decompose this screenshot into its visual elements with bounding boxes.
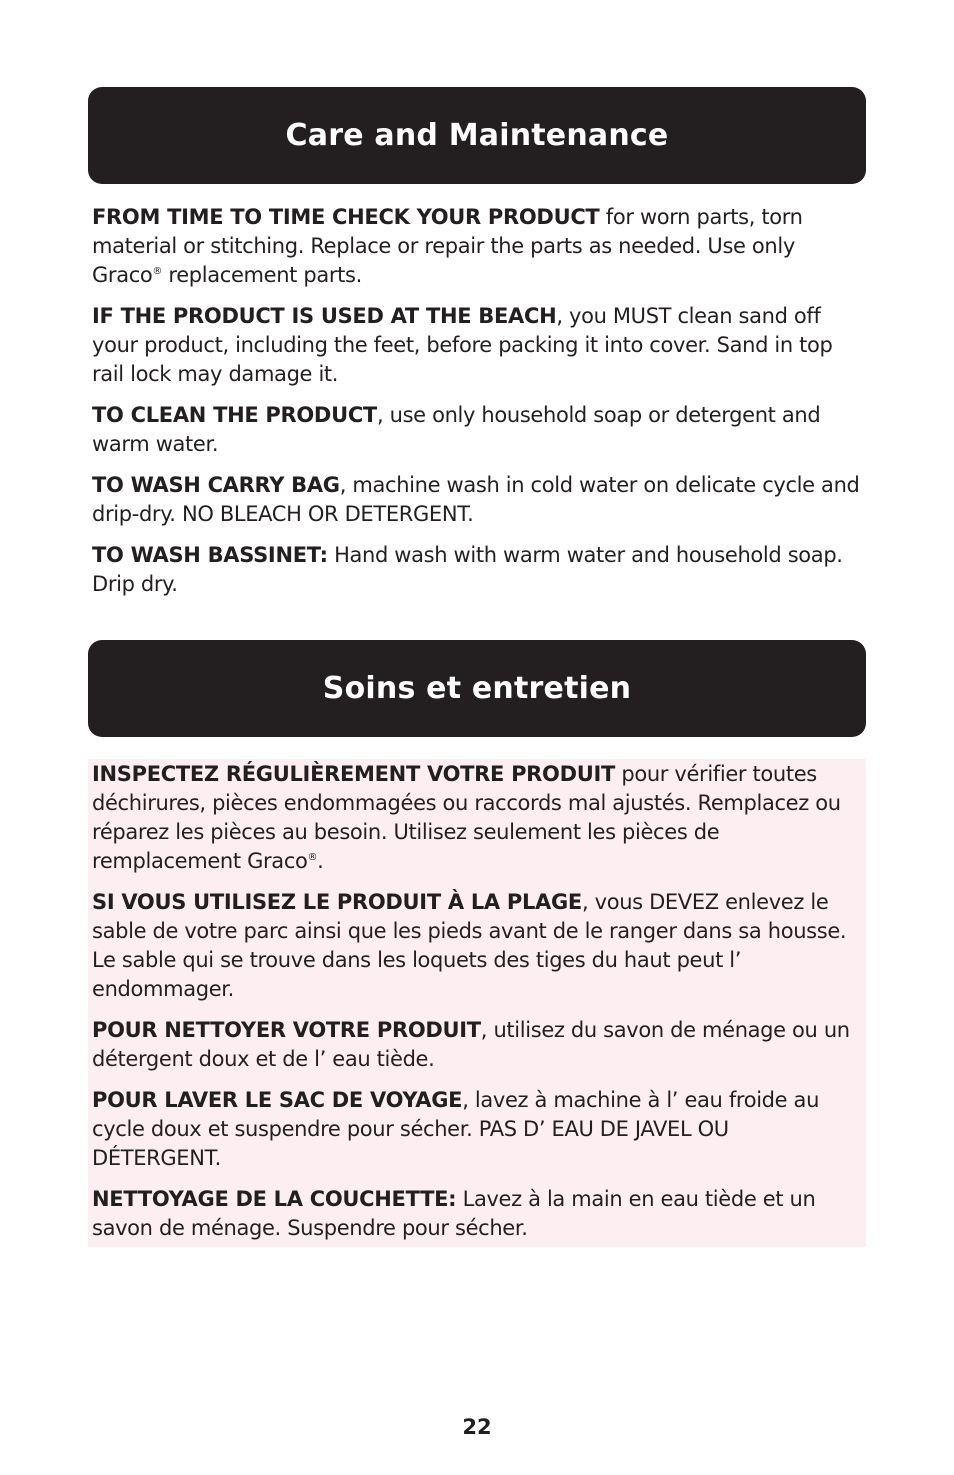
instruction-plage — [92, 888, 862, 1004]
instruction-body: , utilisez du savon de ménage ou un détergent doux et de l’ eau tiède. — [92, 1018, 850, 1071]
instruction-wash-carry-bag — [92, 471, 862, 529]
instruction-lead: SI VOUS UTILISEZ LE PRODUIT À LA PLAGE — [92, 890, 582, 914]
page-number: 22 — [462, 1415, 492, 1439]
registered-mark: ® — [152, 266, 163, 277]
instruction-lead: TO CLEAN THE PRODUCT — [92, 403, 377, 427]
instruction-body: , lavez à machine à l’ eau froide au cycle doux et suspendre pour sécher. PAS D’ EAU DE JAVEL OU DÉTERGENT. — [92, 1088, 820, 1170]
instruction-lead: NETTOYAGE DE LA COUCHETTE: — [92, 1187, 457, 1211]
instruction-body: , use only household soap or detergent and warm water. — [92, 403, 821, 456]
care-instructions-french — [88, 759, 866, 1247]
instruction-check-product — [92, 203, 862, 290]
instruction-laver-sac — [92, 1086, 862, 1173]
instruction-lead: TO WASH BASSINET: — [92, 543, 328, 567]
section-header-care-and-maintenance — [88, 87, 866, 184]
care-instructions-english — [88, 203, 866, 611]
instruction-lead: FROM TIME TO TIME CHECK YOUR PRODUCT — [92, 205, 600, 229]
section-title-english: Care and Maintenance — [285, 118, 669, 153]
instruction-body: pour vérifier toutes déchirures, pièces endommagées ou raccords mal ajustés. Remplacez ou réparez les pièces au besoin. Utilisez seulement les pièces de remplacement Graco — [92, 762, 841, 873]
section-header-soins-et-entretien — [88, 640, 866, 737]
instruction-body: , vous DEVEZ enlevez le sable de votre parc ainsi que les pieds avant de le ranger dans sa housse. Le sable qui se trouve dans les loquets des tiges du haut peut l’ endommager. — [92, 890, 847, 1001]
instruction-body-end: replacement parts. — [162, 263, 362, 287]
instruction-nettoyage-couchette — [92, 1185, 862, 1243]
instruction-clean-product — [92, 401, 862, 459]
instruction-lead: POUR NETTOYER VOTRE PRODUIT — [92, 1018, 481, 1042]
instruction-lead: INSPECTEZ RÉGULIÈREMENT VOTRE PRODUIT — [92, 762, 616, 786]
instruction-body: Hand wash with warm water and household soap. Drip dry. — [92, 543, 843, 596]
instruction-inspectez-produit — [92, 760, 862, 876]
registered-mark: ® — [307, 852, 318, 863]
instruction-body: Lavez à la main en eau tiède et un savon de ménage. Suspendre pour sécher. — [92, 1187, 816, 1240]
instruction-body: , machine wash in cold water on delicate cycle and drip-dry. NO BLEACH OR DETERGENT. — [92, 473, 860, 526]
instruction-body: for worn parts, torn material or stitching. Replace or repair the parts as needed. Use only Graco — [92, 205, 803, 287]
instruction-lead: POUR LAVER LE SAC DE VOYAGE — [92, 1088, 463, 1112]
instruction-body-end: . — [317, 849, 324, 873]
instruction-nettoyer-produit — [92, 1016, 862, 1074]
instruction-beach — [92, 302, 862, 389]
section-title-french: Soins et entretien — [322, 671, 632, 706]
instruction-wash-bassinet — [92, 541, 862, 599]
instruction-body: , you MUST clean sand off your product, including the feet, before packing it into cover. Sand in top rail lock may damage it. — [92, 304, 833, 386]
instruction-lead: TO WASH CARRY BAG — [92, 473, 340, 497]
instruction-lead: IF THE PRODUCT IS USED AT THE BEACH — [92, 304, 557, 328]
